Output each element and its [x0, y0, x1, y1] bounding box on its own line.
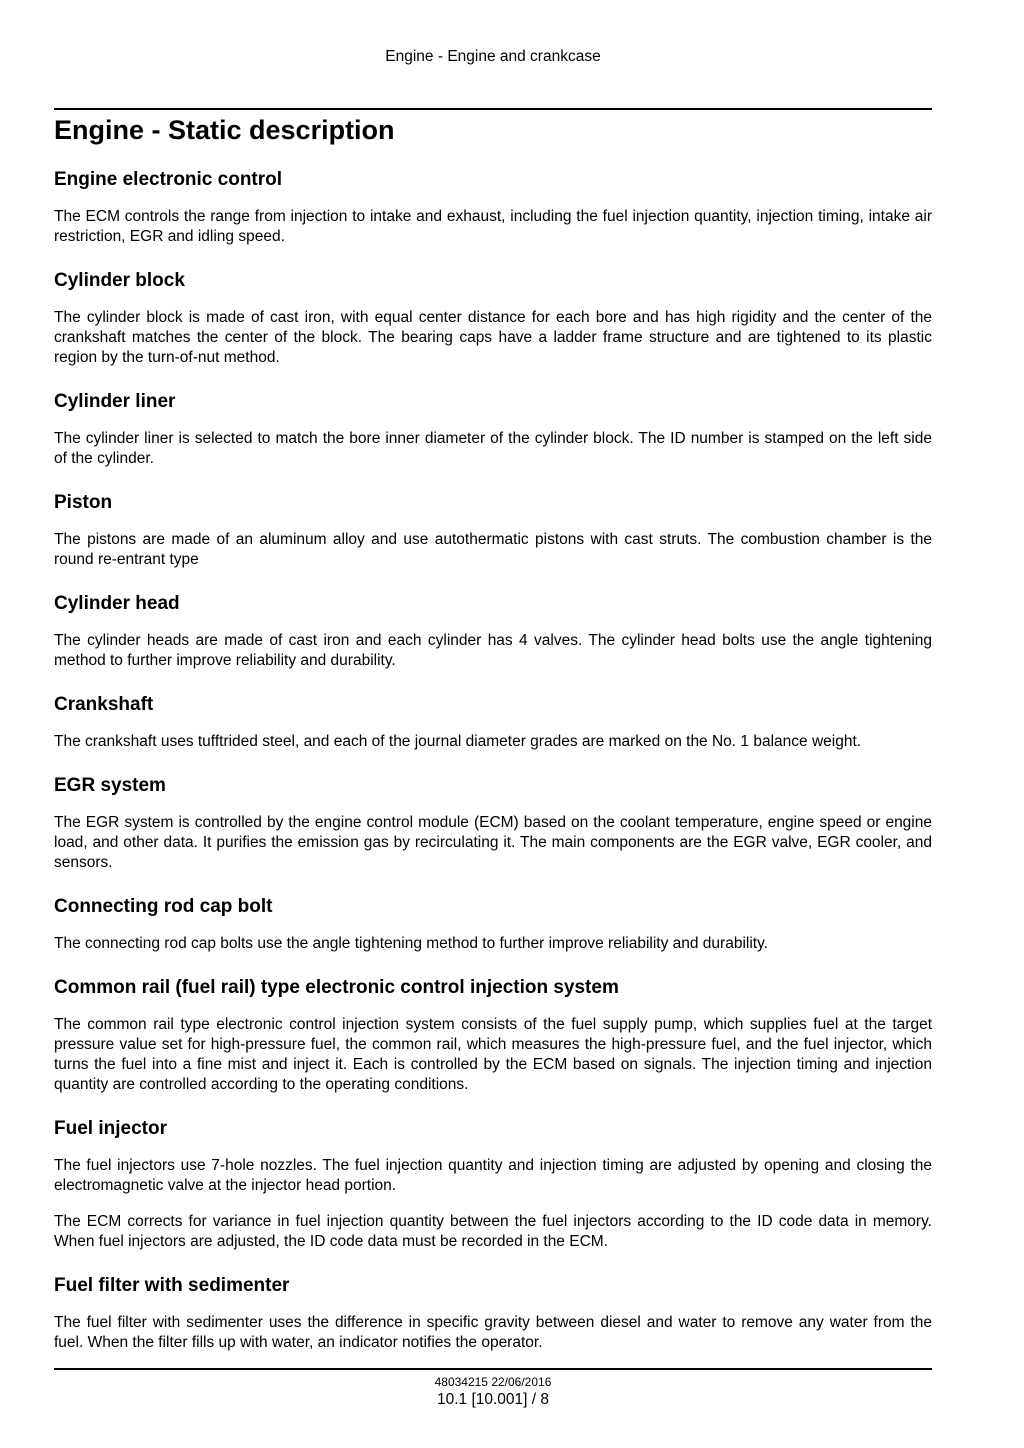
section-egr-system — [54, 774, 932, 873]
section-paragraph: The ECM corrects for variance in fuel injection quantity between the fuel injectors according to the ID code data in memory. When fuel injectors are adjusted, the ID code data must be recorded in the ECM. — [54, 1213, 932, 1250]
page-title: Engine - Static description — [54, 115, 395, 145]
section-heading: Fuel filter with sedimenter — [54, 1275, 290, 1296]
section-cylinder-block — [54, 269, 932, 368]
section-paragraph: The ECM controls the range from injection to intake and exhaust, including the fuel injection quantity, injection timing, intake air restriction, EGR and idling speed. — [54, 208, 932, 245]
section-heading: Cylinder liner — [54, 391, 176, 412]
section-heading: Common rail (fuel rail) type electronic control injection system — [54, 977, 619, 998]
section-paragraph: The fuel injectors use 7-hole nozzles. The fuel injection quantity and injection timing are adjusted by opening and closing the electromagnetic valve at the injector head portion. — [54, 1157, 932, 1194]
section-heading: Crankshaft — [54, 694, 154, 715]
section-heading: Engine electronic control — [54, 169, 283, 190]
footer-divider — [54, 1368, 932, 1370]
section-heading: EGR system — [54, 775, 166, 796]
section-cylinder-liner — [54, 390, 932, 469]
section-fuel-filter-sedimenter — [54, 1274, 932, 1353]
section-paragraph: The cylinder block is made of cast iron, with equal center distance for each bore and has high rigidity and the center of the crankshaft matches the center of the block. The bearing caps have a ladder frame structure and are tightened to its plastic region by the turn-of-nut method. — [54, 309, 932, 366]
section-common-rail-injection — [54, 976, 932, 1095]
section-connecting-rod-cap-bolt — [54, 895, 932, 954]
section-paragraph: The cylinder heads are made of cast iron and each cylinder has 4 valves. The cylinder head bolts use the angle tightening method to further improve reliability and durability. — [54, 632, 932, 669]
page-content — [54, 112, 932, 1375]
section-heading: Connecting rod cap bolt — [54, 896, 273, 917]
section-paragraph: The common rail type electronic control injection system consists of the fuel supply pump, which supplies fuel at the target pressure value set for high-pressure fuel, the common rail, which measures the high-pressure fuel, and the fuel injector, which turns the fuel into a fine mist and inject it. Each is controlled by the ECM based on signals. The injection timing and injection quantity are controlled according to the operating conditions. — [54, 1016, 932, 1093]
section-paragraph: The pistons are made of an aluminum alloy and use autothermatic pistons with cast struts. The combustion chamber is the round re-entrant type — [54, 531, 932, 568]
section-heading: Piston — [54, 492, 113, 513]
running-header: Engine - Engine and crankcase — [385, 48, 601, 65]
section-fuel-injector — [54, 1117, 932, 1252]
document-id: 48034215 22/06/2016 — [434, 1375, 552, 1389]
section-heading: Cylinder head — [54, 593, 180, 614]
section-paragraph: The connecting rod cap bolts use the angle tightening method to further improve reliability and durability. — [54, 935, 768, 952]
header-divider — [54, 108, 932, 110]
page-reference: 10.1 [10.001] / 8 — [436, 1391, 550, 1408]
section-engine-electronic-control — [54, 168, 932, 247]
section-heading: Cylinder block — [54, 270, 185, 291]
section-paragraph: The fuel filter with sedimenter uses the difference in specific gravity between diesel and water to remove any water from the fuel. When the filter fills up with water, an indicator notifies the operator. — [54, 1314, 932, 1351]
section-heading: Fuel injector — [54, 1118, 167, 1139]
section-piston — [54, 491, 932, 570]
section-paragraph: The EGR system is controlled by the engine control module (ECM) based on the coolant temperature, engine speed or engine load, and other data. It purifies the emission gas by recirculating it. The main components are the EGR valve, EGR cooler, and sensors. — [54, 814, 932, 871]
page-footer — [0, 1374, 986, 1410]
section-cylinder-head — [54, 592, 932, 671]
section-paragraph: The cylinder liner is selected to match the bore inner diameter of the cylinder block. The ID number is stamped on the left side of the cylinder. — [54, 430, 932, 467]
section-crankshaft — [54, 693, 932, 752]
section-paragraph: The crankshaft uses tufftrided steel, and each of the journal diameter grades are marked on the No. 1 balance weight. — [54, 733, 862, 750]
